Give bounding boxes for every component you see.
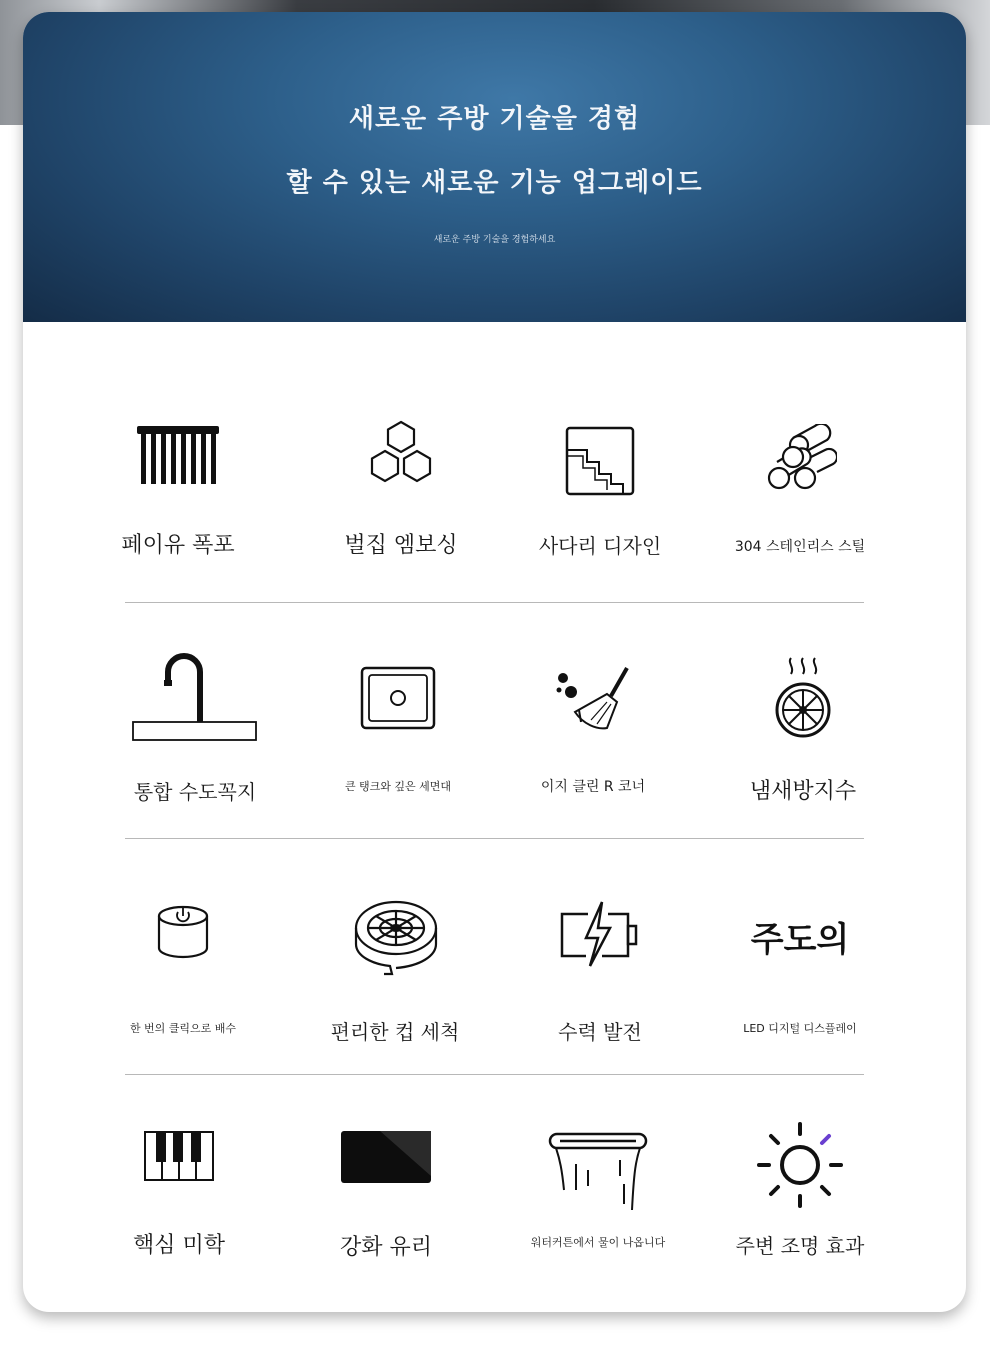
water-curtain-icon bbox=[498, 1130, 698, 1210]
honeycomb-icon bbox=[301, 420, 501, 486]
piano-keys-icon bbox=[79, 1130, 279, 1182]
feature-label: 벌집 엠보싱 bbox=[344, 533, 458, 558]
cup-washer-icon bbox=[295, 896, 495, 976]
drain-button-icon bbox=[83, 902, 283, 960]
led-display-text: 주도의 bbox=[750, 920, 850, 960]
feature-card bbox=[23, 12, 966, 1312]
row-divider bbox=[125, 602, 864, 603]
row-divider bbox=[125, 838, 864, 839]
feature-label: 통합 수도꼭지 bbox=[133, 780, 257, 804]
feature-label: 편리한 컵 세척 bbox=[330, 1020, 460, 1044]
feature-label: 수력 발전 bbox=[558, 1020, 642, 1044]
glass-panel-icon bbox=[286, 1130, 486, 1184]
feature-label: 이지 클린 R 코너 bbox=[540, 779, 646, 795]
led-display-icon bbox=[700, 912, 900, 961]
steel-pipes-icon bbox=[700, 424, 900, 494]
broom-icon bbox=[493, 666, 693, 736]
row-divider bbox=[125, 1074, 864, 1075]
faucet-icon bbox=[95, 652, 295, 744]
feature-label: 한 번의 클릭으로 배수 bbox=[129, 1022, 237, 1035]
hero-title-line-2: 할 수 있는 새로운 기능 업그레이드 bbox=[286, 168, 703, 198]
hero-banner bbox=[23, 12, 966, 322]
feature-label: 강화 유리 bbox=[339, 1235, 432, 1260]
feature-label: 큰 탱크와 깊은 세면대 bbox=[344, 780, 452, 793]
feature-label: 핵심 미학 bbox=[132, 1233, 225, 1258]
sun-light-icon bbox=[700, 1120, 900, 1210]
sink-basin-icon bbox=[298, 666, 498, 730]
feature-label: 워터커튼에서 물이 나옵니다 bbox=[530, 1236, 666, 1249]
odor-drain-icon bbox=[703, 654, 903, 740]
feature-label: 사다리 디자인 bbox=[538, 534, 662, 558]
ladder-icon bbox=[500, 426, 700, 496]
feature-label: 304 스테인리스 스틸 bbox=[734, 539, 866, 555]
feature-label: 냄새방지수 bbox=[749, 779, 857, 804]
hero-title-line-1: 새로운 주방 기술을 경험 bbox=[348, 104, 641, 134]
feature-label: 페이유 폭포 bbox=[121, 533, 235, 558]
battery-charge-icon bbox=[500, 898, 700, 968]
hero-subtitle: 새로운 주방 기술을 경험하세요 bbox=[433, 235, 556, 245]
waterfall-icon bbox=[78, 424, 278, 488]
feature-label: 주변 조명 효과 bbox=[735, 1234, 865, 1258]
feature-label: LED 디지털 디스플레이 bbox=[743, 1022, 857, 1035]
